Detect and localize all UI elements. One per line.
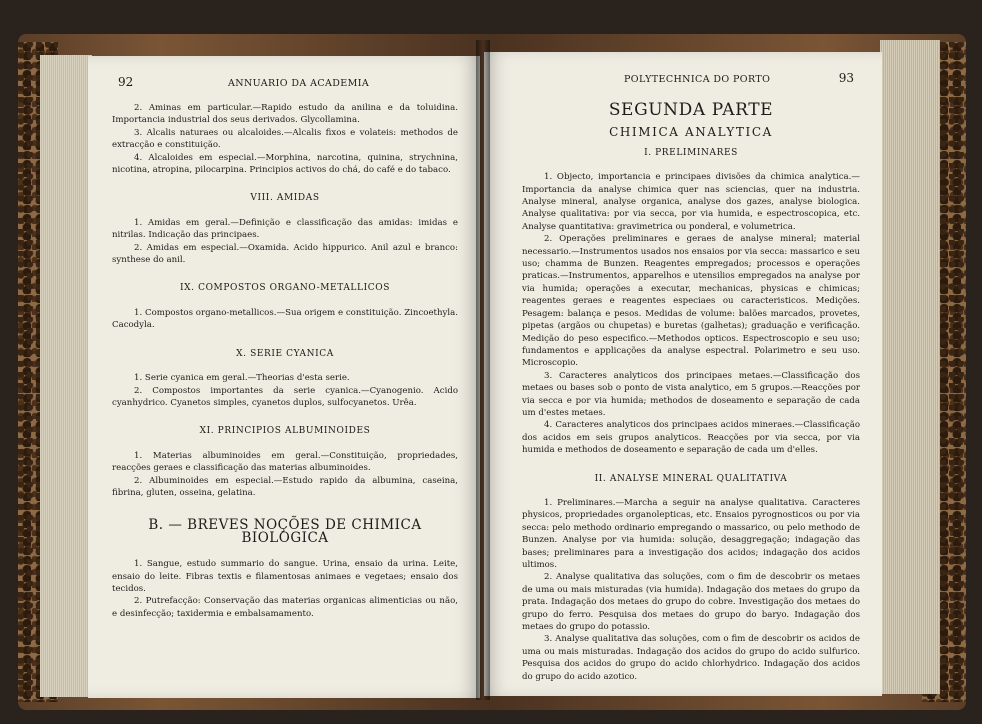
paragraph: 1. Sangue, estudo summario do sangue. Urina, ensaio da urina. Leite, ensaio do leite. Fibras textis e filamentosas animaes e vegetaes; ensaio dos tecidos. <box>112 559 458 594</box>
page-edges-right <box>880 40 940 694</box>
section-heading: II. ANALYSE MINERAL QUALITATIVA <box>594 473 788 484</box>
part-title: SEGUNDA PARTE <box>608 100 774 120</box>
paragraph: 1. Materias albuminoides em geral.—Constituição, propriedades, reacções geraes e classificação das materias albuminoides. <box>112 450 458 474</box>
chapter-heading: B. — BREVES NOÇÕES DE CHIMICA BIOLOGICA <box>148 517 422 546</box>
right-page <box>484 52 882 696</box>
paragraph: 1. Serie cyanica em geral.—Theorias d'esta serie. <box>134 373 350 384</box>
right-page-body <box>522 96 860 683</box>
paragraph: 1. Amidas em geral.—Definição e classificação das amidas: imidas e nitrilas. Indicação das principaes. <box>112 217 458 241</box>
paragraph: 1. Compostos organo-metallicos.—Sua origem e constituição. Zincoethyla. Cacodyla. <box>112 307 458 331</box>
paragraph: 2. Operações preliminares e geraes de analyse mineral; material necessario.—Instrumentos usados nos ensaios por via secca: massarico e seu uso; chamma de Bunzen. Reagentes empregados; processos e operações praticas.—Instrumentos, apparelhos e utensilios empregados na analyse por via humida; operações a executar, mechanicas, physicas e chimicas; reagentes geraes e reagentes especiaes ou caracteristicos. Medições. Pesagem: balança e pesos. Medidas de volume: balões marcados, provetes, pipetas (argãos ou chupetas) e buretas (galhetas); graduação e verificação. Medição do peso especifico.—Methodos opticos. Espectroscopio e seu uso; fundamentos e applicações da analyse espectral. Polarimetro e seu uso. Microscopio. <box>522 234 860 369</box>
paragraph: 2. Albuminoides em especial.—Estudo rapido da albumina, caseina, fibrina, gluten, osseina, gelatina. <box>112 475 458 498</box>
paragraph: 1. Objecto, importancia e principaes divisões da chimica analytica.—Importancia da analyse chimica quer nas sciencias, quer na industria. Analyse mineral, analyse organica, analyse dos gazes, analyse biologica. Analyse qualitativa: por via secca, por via humida, e espectroscopica, etc. Analyse quantitativa: gravimetrica ou ponderal, e volumetrica. <box>522 172 860 232</box>
paragraph: 2. Amidas em especial.—Oxamida. Acido hippurico. Anil azul e branco: synthese do anil. <box>112 242 458 266</box>
part-subtitle: CHIMICA ANALYTICA <box>609 125 773 140</box>
book-gutter <box>476 40 490 700</box>
paragraph: 3. Caracteres analyticos dos principaes metaes.—Classificação dos metaes ou bases sob o ponto de vista analytico, em 5 grupos.—Reacções por via secca e por via humida; methodos de doseamento e separação de cada um d'estes metaes. <box>522 370 860 418</box>
running-head: ANNUARIO DA ACADEMIA <box>228 78 370 89</box>
page-number: 93 <box>838 71 854 85</box>
paragraph: 1. Preliminares.—Marcha a seguir na analyse qualitativa. Caracteres physicos, propriedades organolepticas, etc. Ensaios pyrognosticos ou por via secca: pelo methodo ordinario empregando o massarico, ou pelo methodo de Bunzen. Analyse por via humida: solução, desaggregação; indagação das bases; preliminares para a investigação dos acidos; indagação dos acidos ultimos. <box>522 497 860 570</box>
section-heading: X. SERIE CYANICA <box>236 348 334 359</box>
left-page-body <box>112 102 458 620</box>
paragraph: 3. Analyse qualitativa das soluções, com o fim de descobrir os acidos de uma ou mais misturadas. Indagação dos acidos do grupo do acido sulfurico. Pesquisa dos acidos do grupo do acido chlorhydrico. Indagação dos acidos do grupo do acido azotico. <box>522 634 860 682</box>
section-heading: I. PRELIMINARES <box>644 147 738 158</box>
paragraph: 2. Putrefacção: Conservação das materias organicas alimenticias ou não, e desinfecção; taxidermia e embalsamamento. <box>112 596 458 619</box>
running-head: POLYTECHNICA DO PORTO <box>624 74 771 85</box>
paragraph: 2. Analyse qualitativa das soluções, com o fim de descobrir os metaes de uma ou mais misturadas (via humida). Indagação dos metaes do grupo da prata. Indagação dos metaes do grupo do cobre. Investigação dos metaes do grupo do ferro. Pesquisa dos metaes do grupo do baryo. Indagação dos metaes do grupo do potassio. <box>522 572 860 633</box>
page-number: 92 <box>118 75 134 89</box>
paragraph: 4. Caracteres analyticos dos principaes acidos mineraes.—Classificação dos acidos em seis grupos analyticos. Reacções por via secca, por via humida e methodos de doseamento e separação de cada um d'elles. <box>522 420 860 456</box>
section-heading: VIII. AMIDAS <box>250 193 320 204</box>
section-heading: XI. PRINCIPIOS ALBUMINOIDES <box>199 426 371 437</box>
section-heading: IX. COMPOSTOS ORGANO-METALLICOS <box>180 283 390 294</box>
paragraph: 4. Alcaloides em especial.—Morphina, narcotina, quinina, strychnina, nicotina, atropina, pilocarpina. Principios activos do chá, do café e do tabaco. <box>112 152 458 176</box>
page-edges-left <box>40 55 92 697</box>
left-page <box>88 56 480 698</box>
paragraph: 2. Compostos importantes da serie cyanica.—Cyanogenio. Acido cyanhydrico. Cyanetos simples, cyanetos duplos, sulfocyanetos. Urêa. <box>112 385 458 408</box>
paragraph: 2. Aminas em particular.—Rapido estudo da anilina e da toluidina. Importancia industrial dos seus derivados. Glycollamina. <box>112 103 458 126</box>
paragraph: 3. Alcalis naturaes ou alcaloides.—Alcalis fixos e volateis: methodos de extracção e constituição. <box>112 127 458 151</box>
